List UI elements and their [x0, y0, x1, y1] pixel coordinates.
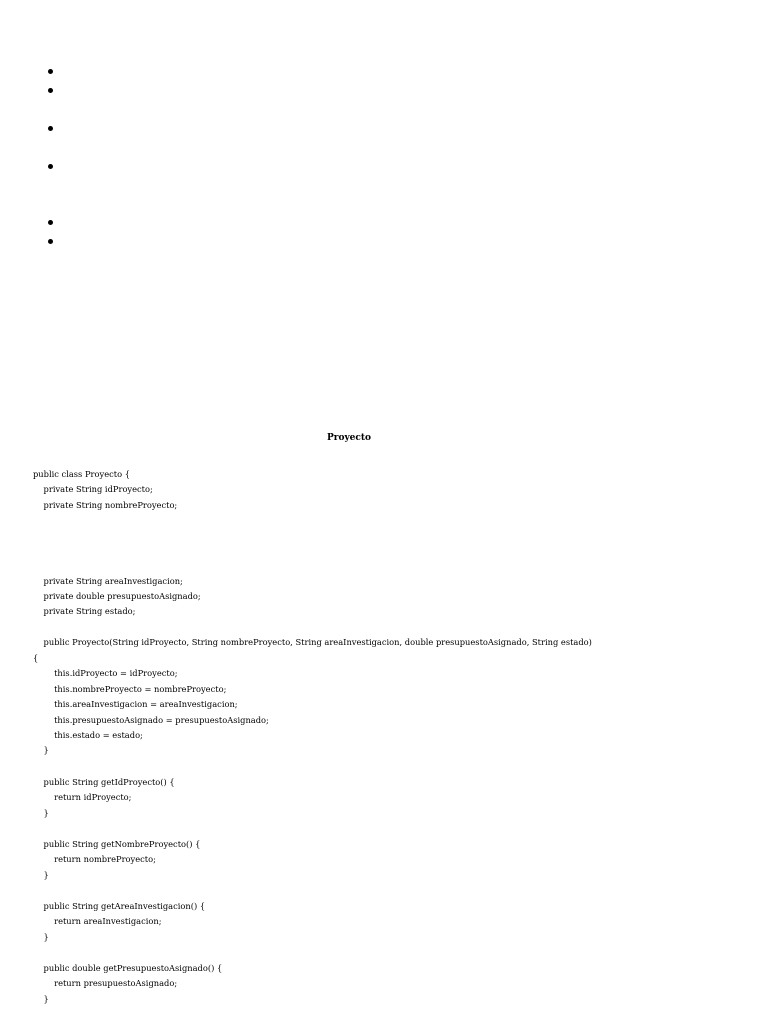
- document-title: Proyecto: [326, 433, 372, 443]
- code-line: this.idProyecto = idProyecto;: [33, 668, 178, 678]
- code-line: {: [33, 653, 39, 663]
- code-line: this.areaInvestigacion = areaInvestigacion;: [33, 699, 238, 709]
- code-line: }: [33, 808, 49, 818]
- code-line: private String estado;: [33, 606, 136, 616]
- code-line: private String nombreProyecto;: [33, 500, 178, 510]
- code-line: }: [33, 994, 49, 1004]
- code-block: [33, 0, 763, 1024]
- code-line: return idProyecto;: [33, 792, 132, 802]
- code-line: }: [33, 870, 49, 880]
- code-line: this.nombreProyecto = nombreProyecto;: [33, 684, 227, 694]
- code-line: public double getPresupuestoAsignado() {: [33, 963, 223, 973]
- code-line: public String getAreaInvestigacion() {: [33, 901, 206, 911]
- code-line: }: [33, 932, 49, 942]
- code-line: this.estado = estado;: [33, 730, 143, 740]
- code-line: public class Proyecto {: [33, 469, 130, 479]
- code-line: private String idProyecto;: [33, 484, 153, 494]
- code-line: public Proyecto(String idProyecto, String nombreProyecto, String areaInvestigacion, double presupuestoAsignado, String estado): [33, 637, 592, 647]
- code-line: }: [33, 745, 49, 755]
- code-line: this.presupuestoAsignado = presupuestoAsignado;: [33, 715, 269, 725]
- code-line: private String areaInvestigacion;: [33, 576, 183, 586]
- code-line: return nombreProyecto;: [33, 854, 156, 864]
- code-line: return areaInvestigacion;: [33, 916, 162, 926]
- code-line: return presupuestoAsignado;: [33, 978, 178, 988]
- code-line: public String getIdProyecto() {: [33, 777, 175, 787]
- code-line: private double presupuestoAsignado;: [33, 591, 201, 601]
- code-line: public String getNombreProyecto() {: [33, 839, 201, 849]
